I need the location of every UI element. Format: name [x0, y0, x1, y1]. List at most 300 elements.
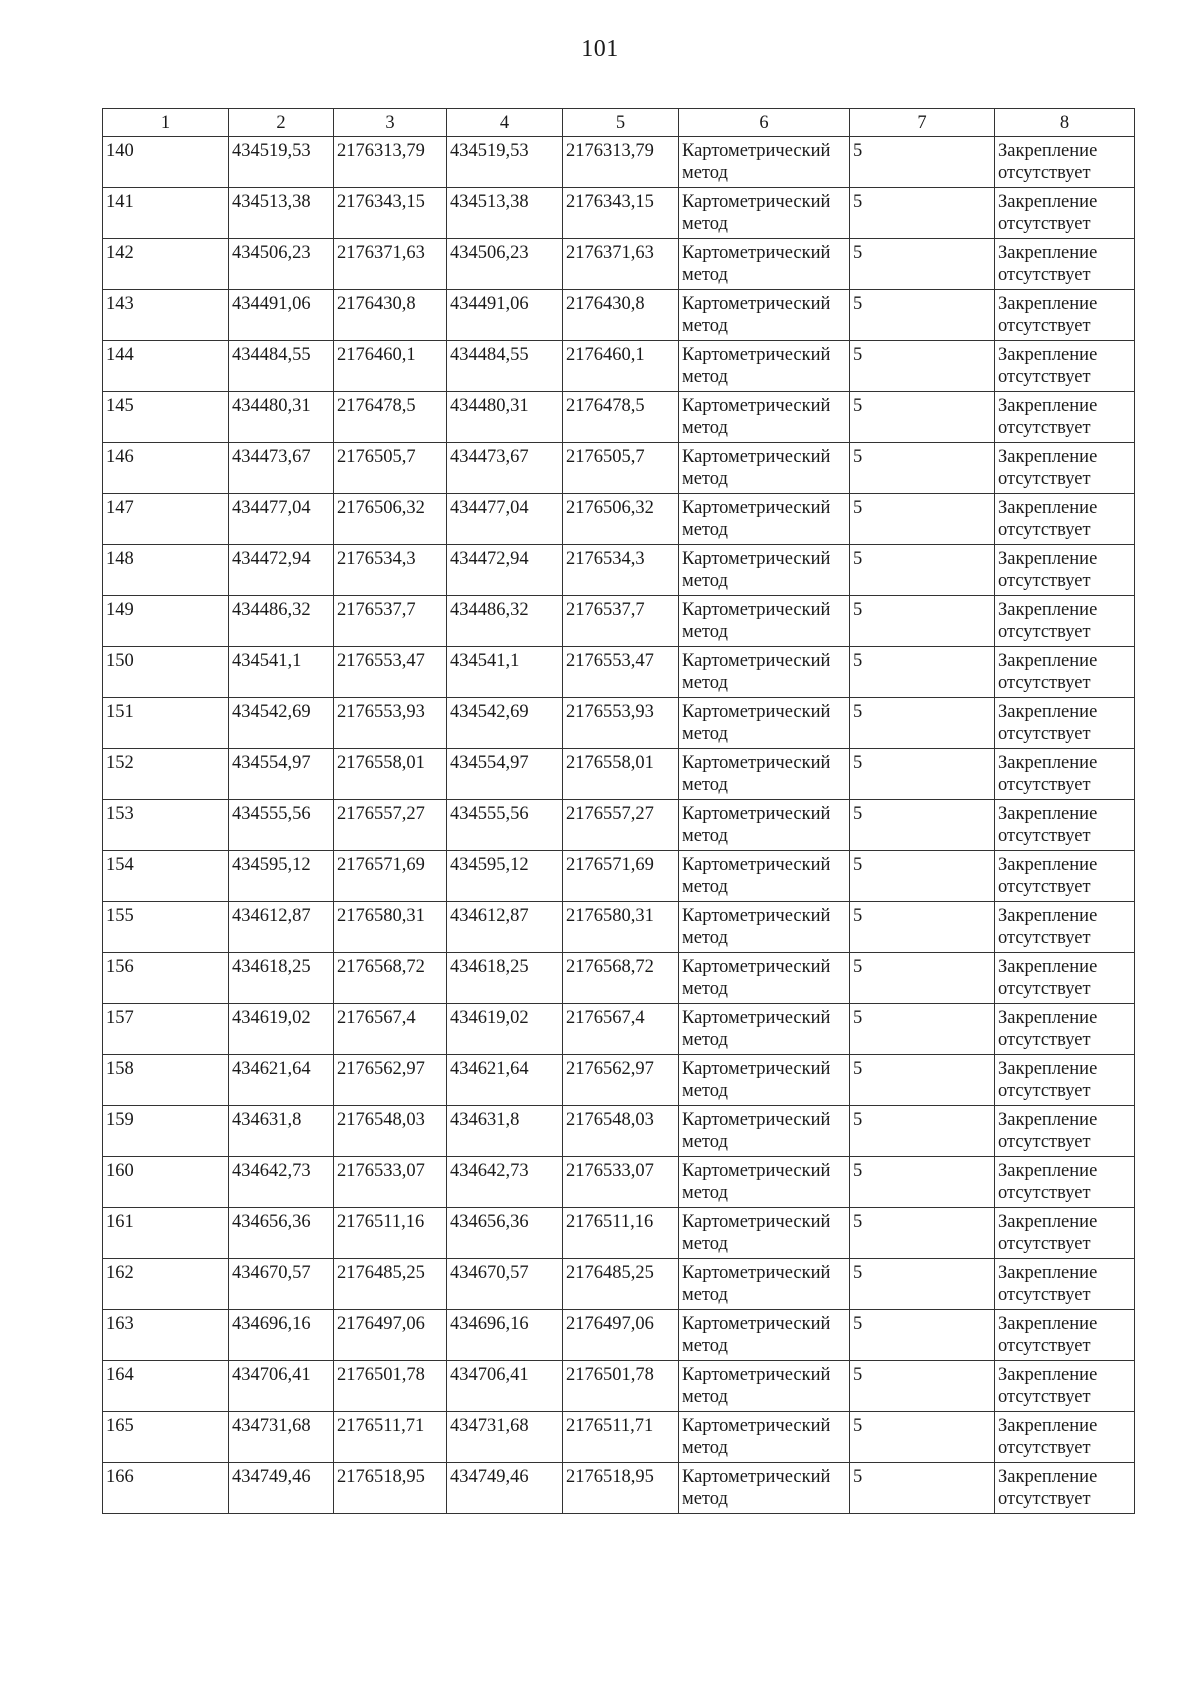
fixation-cell	[995, 800, 1135, 851]
x-coordinate-repeat-cell: 434618,25	[447, 953, 563, 1004]
table-row	[103, 494, 1135, 545]
x-coordinate-repeat-cell: 434621,64	[447, 1055, 563, 1106]
method-line-1: Картометрический	[682, 702, 831, 722]
point-number-cell: 150	[103, 647, 229, 698]
fixation-line-2: отсутствует	[998, 826, 1091, 846]
header-row	[103, 109, 1135, 137]
y-coordinate-repeat-cell: 2176343,15	[563, 188, 679, 239]
method-line-2: метод	[682, 265, 728, 285]
x-coordinate-cell: 434473,67	[229, 443, 334, 494]
x-coordinate-cell: 434619,02	[229, 1004, 334, 1055]
y-coordinate-repeat-cell: 2176562,97	[563, 1055, 679, 1106]
fixation-cell	[995, 851, 1135, 902]
method-line-1: Картометрический	[682, 600, 831, 620]
column-header-3: 3	[334, 109, 447, 137]
method-line-1: Картометрический	[682, 1008, 831, 1028]
method-line-1: Картометрический	[682, 1059, 831, 1079]
point-number-cell: 166	[103, 1463, 229, 1514]
y-coordinate-cell: 2176567,4	[334, 1004, 447, 1055]
point-number-cell: 144	[103, 341, 229, 392]
y-coordinate-repeat-cell: 2176371,63	[563, 239, 679, 290]
accuracy-cell: 5	[850, 545, 995, 596]
accuracy-cell: 5	[850, 341, 995, 392]
column-header-7: 7	[850, 109, 995, 137]
y-coordinate-repeat-cell: 2176567,4	[563, 1004, 679, 1055]
fixation-cell	[995, 1361, 1135, 1412]
fixation-line-1: Закрепление	[998, 1314, 1098, 1334]
fixation-line-2: отсутствует	[998, 265, 1091, 285]
y-coordinate-cell: 2176518,95	[334, 1463, 447, 1514]
method-cell	[679, 392, 850, 443]
x-coordinate-repeat-cell: 434477,04	[447, 494, 563, 545]
point-number-cell: 148	[103, 545, 229, 596]
column-header-6: 6	[679, 109, 850, 137]
fixation-line-1: Закрепление	[998, 855, 1098, 875]
fixation-line-2: отсутствует	[998, 1081, 1091, 1101]
y-coordinate-repeat-cell: 2176313,79	[563, 137, 679, 188]
method-line-1: Картометрический	[682, 345, 831, 365]
point-number-cell: 158	[103, 1055, 229, 1106]
method-cell	[679, 341, 850, 392]
table-row	[103, 392, 1135, 443]
method-line-2: метод	[682, 520, 728, 540]
fixation-line-1: Закрепление	[998, 141, 1098, 161]
method-line-2: метод	[682, 826, 728, 846]
method-line-1: Картометрический	[682, 1212, 831, 1232]
fixation-cell	[995, 953, 1135, 1004]
point-number-cell: 142	[103, 239, 229, 290]
method-line-2: метод	[682, 1336, 728, 1356]
y-coordinate-repeat-cell: 2176533,07	[563, 1157, 679, 1208]
x-coordinate-repeat-cell: 434541,1	[447, 647, 563, 698]
table-body	[103, 137, 1135, 1514]
x-coordinate-cell: 434631,8	[229, 1106, 334, 1157]
method-line-1: Картометрический	[682, 1263, 831, 1283]
x-coordinate-repeat-cell: 434506,23	[447, 239, 563, 290]
fixation-line-1: Закрепление	[998, 243, 1098, 263]
method-line-1: Картометрический	[682, 192, 831, 212]
table-header	[103, 109, 1135, 137]
x-coordinate-cell: 434642,73	[229, 1157, 334, 1208]
y-coordinate-repeat-cell: 2176571,69	[563, 851, 679, 902]
x-coordinate-repeat-cell: 434472,94	[447, 545, 563, 596]
table-row	[103, 1310, 1135, 1361]
accuracy-cell: 5	[850, 596, 995, 647]
method-line-2: метод	[682, 622, 728, 642]
fixation-line-1: Закрепление	[998, 651, 1098, 671]
x-coordinate-repeat-cell: 434631,8	[447, 1106, 563, 1157]
y-coordinate-cell: 2176548,03	[334, 1106, 447, 1157]
fixation-cell	[995, 1412, 1135, 1463]
method-cell	[679, 137, 850, 188]
method-line-2: метод	[682, 1081, 728, 1101]
method-line-2: метод	[682, 1489, 728, 1509]
fixation-line-1: Закрепление	[998, 957, 1098, 977]
fixation-line-2: отсутствует	[998, 1285, 1091, 1305]
point-number-cell: 161	[103, 1208, 229, 1259]
fixation-line-1: Закрепление	[998, 447, 1098, 467]
point-number-cell: 153	[103, 800, 229, 851]
y-coordinate-cell: 2176430,8	[334, 290, 447, 341]
x-coordinate-cell: 434656,36	[229, 1208, 334, 1259]
fixation-line-1: Закрепление	[998, 1008, 1098, 1028]
fixation-cell	[995, 1310, 1135, 1361]
method-cell	[679, 188, 850, 239]
y-coordinate-repeat-cell: 2176537,7	[563, 596, 679, 647]
fixation-line-1: Закрепление	[998, 345, 1098, 365]
point-number-cell: 151	[103, 698, 229, 749]
method-line-2: метод	[682, 316, 728, 336]
point-number-cell: 156	[103, 953, 229, 1004]
method-line-2: метод	[682, 928, 728, 948]
method-cell	[679, 800, 850, 851]
method-cell	[679, 596, 850, 647]
fixation-cell	[995, 188, 1135, 239]
y-coordinate-repeat-cell: 2176506,32	[563, 494, 679, 545]
fixation-line-1: Закрепление	[998, 1161, 1098, 1181]
point-number-cell: 145	[103, 392, 229, 443]
point-number-cell: 162	[103, 1259, 229, 1310]
x-coordinate-repeat-cell: 434519,53	[447, 137, 563, 188]
point-number-cell: 154	[103, 851, 229, 902]
method-line-2: метод	[682, 673, 728, 693]
accuracy-cell: 5	[850, 1259, 995, 1310]
column-header-1: 1	[103, 109, 229, 137]
x-coordinate-cell: 434486,32	[229, 596, 334, 647]
table-row	[103, 1055, 1135, 1106]
table-row	[103, 443, 1135, 494]
x-coordinate-repeat-cell: 434696,16	[447, 1310, 563, 1361]
y-coordinate-cell: 2176501,78	[334, 1361, 447, 1412]
accuracy-cell: 5	[850, 647, 995, 698]
fixation-line-1: Закрепление	[998, 549, 1098, 569]
method-cell	[679, 1259, 850, 1310]
y-coordinate-repeat-cell: 2176580,31	[563, 902, 679, 953]
fixation-cell	[995, 494, 1135, 545]
fixation-line-2: отсутствует	[998, 928, 1091, 948]
method-line-1: Картометрический	[682, 1467, 831, 1487]
accuracy-cell: 5	[850, 188, 995, 239]
y-coordinate-repeat-cell: 2176497,06	[563, 1310, 679, 1361]
fixation-line-2: отсутствует	[998, 367, 1091, 387]
point-number-cell: 160	[103, 1157, 229, 1208]
y-coordinate-repeat-cell: 2176518,95	[563, 1463, 679, 1514]
x-coordinate-cell: 434618,25	[229, 953, 334, 1004]
y-coordinate-cell: 2176562,97	[334, 1055, 447, 1106]
method-line-1: Картометрический	[682, 498, 831, 518]
table-row	[103, 290, 1135, 341]
method-line-2: метод	[682, 1030, 728, 1050]
x-coordinate-repeat-cell: 434554,97	[447, 749, 563, 800]
method-line-2: метод	[682, 163, 728, 183]
accuracy-cell: 5	[850, 1208, 995, 1259]
table-row	[103, 1412, 1135, 1463]
method-line-1: Картометрический	[682, 396, 831, 416]
fixation-line-2: отсутствует	[998, 163, 1091, 183]
accuracy-cell: 5	[850, 1055, 995, 1106]
method-line-1: Картометрический	[682, 1416, 831, 1436]
y-coordinate-repeat-cell: 2176485,25	[563, 1259, 679, 1310]
fixation-cell	[995, 902, 1135, 953]
method-line-2: метод	[682, 1183, 728, 1203]
table-row	[103, 851, 1135, 902]
fixation-line-1: Закрепление	[998, 294, 1098, 314]
method-line-2: метод	[682, 214, 728, 234]
fixation-line-2: отсутствует	[998, 316, 1091, 336]
point-number-cell: 146	[103, 443, 229, 494]
accuracy-cell: 5	[850, 1157, 995, 1208]
y-coordinate-cell: 2176558,01	[334, 749, 447, 800]
accuracy-cell: 5	[850, 443, 995, 494]
fixation-line-1: Закрепление	[998, 753, 1098, 773]
x-coordinate-repeat-cell: 434595,12	[447, 851, 563, 902]
fixation-line-2: отсутствует	[998, 979, 1091, 999]
point-number-cell: 141	[103, 188, 229, 239]
fixation-line-2: отсутствует	[998, 622, 1091, 642]
y-coordinate-repeat-cell: 2176557,27	[563, 800, 679, 851]
page-number: 101	[581, 36, 619, 62]
table-row	[103, 953, 1135, 1004]
y-coordinate-repeat-cell: 2176501,78	[563, 1361, 679, 1412]
fixation-line-1: Закрепление	[998, 1212, 1098, 1232]
x-coordinate-repeat-cell: 434542,69	[447, 698, 563, 749]
method-line-2: метод	[682, 1438, 728, 1458]
method-line-1: Картометрический	[682, 549, 831, 569]
y-coordinate-cell: 2176533,07	[334, 1157, 447, 1208]
method-line-1: Картометрический	[682, 957, 831, 977]
fixation-line-1: Закрепление	[998, 702, 1098, 722]
fixation-cell	[995, 290, 1135, 341]
table-row	[103, 902, 1135, 953]
x-coordinate-cell: 434621,64	[229, 1055, 334, 1106]
method-line-1: Картометрический	[682, 855, 831, 875]
accuracy-cell: 5	[850, 392, 995, 443]
y-coordinate-repeat-cell: 2176511,71	[563, 1412, 679, 1463]
point-number-cell: 159	[103, 1106, 229, 1157]
column-header-4: 4	[447, 109, 563, 137]
fixation-line-2: отсутствует	[998, 469, 1091, 489]
fixation-line-1: Закрепление	[998, 906, 1098, 926]
x-coordinate-cell: 434519,53	[229, 137, 334, 188]
x-coordinate-repeat-cell: 434670,57	[447, 1259, 563, 1310]
method-line-1: Картометрический	[682, 1110, 831, 1130]
method-line-2: метод	[682, 1285, 728, 1305]
x-coordinate-cell: 434484,55	[229, 341, 334, 392]
method-line-2: метод	[682, 877, 728, 897]
accuracy-cell: 5	[850, 137, 995, 188]
fixation-line-2: отсутствует	[998, 724, 1091, 744]
fixation-cell	[995, 392, 1135, 443]
x-coordinate-cell: 434480,31	[229, 392, 334, 443]
method-line-1: Картометрический	[682, 141, 831, 161]
fixation-line-2: отсутствует	[998, 1132, 1091, 1152]
fixation-cell	[995, 749, 1135, 800]
point-number-cell: 147	[103, 494, 229, 545]
table-row	[103, 698, 1135, 749]
x-coordinate-cell: 434542,69	[229, 698, 334, 749]
method-cell	[679, 851, 850, 902]
column-header-2: 2	[229, 109, 334, 137]
table-row	[103, 1004, 1135, 1055]
x-coordinate-repeat-cell: 434612,87	[447, 902, 563, 953]
y-coordinate-cell: 2176460,1	[334, 341, 447, 392]
y-coordinate-repeat-cell: 2176553,47	[563, 647, 679, 698]
method-line-2: метод	[682, 775, 728, 795]
method-cell	[679, 239, 850, 290]
table-row	[103, 239, 1135, 290]
accuracy-cell: 5	[850, 953, 995, 1004]
fixation-line-2: отсутствует	[998, 520, 1091, 540]
table-row	[103, 1259, 1135, 1310]
fixation-line-1: Закрепление	[998, 498, 1098, 518]
table-row	[103, 1463, 1135, 1514]
table-row	[103, 188, 1135, 239]
fixation-line-2: отсутствует	[998, 571, 1091, 591]
fixation-cell	[995, 1157, 1135, 1208]
y-coordinate-cell: 2176478,5	[334, 392, 447, 443]
method-line-2: метод	[682, 418, 728, 438]
method-cell	[679, 1055, 850, 1106]
x-coordinate-repeat-cell: 434555,56	[447, 800, 563, 851]
method-cell	[679, 698, 850, 749]
method-cell	[679, 749, 850, 800]
x-coordinate-cell: 434749,46	[229, 1463, 334, 1514]
fixation-line-1: Закрепление	[998, 1263, 1098, 1283]
method-cell	[679, 443, 850, 494]
fixation-line-2: отсутствует	[998, 673, 1091, 693]
accuracy-cell: 5	[850, 1412, 995, 1463]
method-cell	[679, 1361, 850, 1412]
fixation-line-2: отсутствует	[998, 214, 1091, 234]
table-row	[103, 1361, 1135, 1412]
table-row	[103, 800, 1135, 851]
fixation-cell	[995, 1004, 1135, 1055]
y-coordinate-cell: 2176534,3	[334, 545, 447, 596]
accuracy-cell: 5	[850, 698, 995, 749]
y-coordinate-cell: 2176553,93	[334, 698, 447, 749]
fixation-line-2: отсутствует	[998, 1387, 1091, 1407]
x-coordinate-cell: 434555,56	[229, 800, 334, 851]
y-coordinate-cell: 2176511,16	[334, 1208, 447, 1259]
fixation-cell	[995, 1106, 1135, 1157]
method-line-1: Картометрический	[682, 447, 831, 467]
method-line-1: Картометрический	[682, 651, 831, 671]
method-line-2: метод	[682, 367, 728, 387]
x-coordinate-repeat-cell: 434731,68	[447, 1412, 563, 1463]
table-row	[103, 647, 1135, 698]
x-coordinate-repeat-cell: 434656,36	[447, 1208, 563, 1259]
fixation-cell	[995, 698, 1135, 749]
method-line-2: метод	[682, 1387, 728, 1407]
y-coordinate-repeat-cell: 2176460,1	[563, 341, 679, 392]
x-coordinate-repeat-cell: 434749,46	[447, 1463, 563, 1514]
fixation-cell	[995, 341, 1135, 392]
fixation-line-2: отсутствует	[998, 1489, 1091, 1509]
table-row	[103, 341, 1135, 392]
y-coordinate-repeat-cell: 2176534,3	[563, 545, 679, 596]
x-coordinate-cell: 434491,06	[229, 290, 334, 341]
method-cell	[679, 1106, 850, 1157]
y-coordinate-repeat-cell: 2176478,5	[563, 392, 679, 443]
fixation-line-2: отсутствует	[998, 418, 1091, 438]
y-coordinate-repeat-cell: 2176568,72	[563, 953, 679, 1004]
method-cell	[679, 1412, 850, 1463]
accuracy-cell: 5	[850, 749, 995, 800]
method-line-1: Картометрический	[682, 906, 831, 926]
fixation-cell	[995, 443, 1135, 494]
fixation-cell	[995, 1259, 1135, 1310]
y-coordinate-cell: 2176511,71	[334, 1412, 447, 1463]
method-line-1: Картометрический	[682, 1314, 831, 1334]
table-row	[103, 545, 1135, 596]
accuracy-cell: 5	[850, 494, 995, 545]
method-line-1: Картометрический	[682, 1365, 831, 1385]
method-line-1: Картометрический	[682, 753, 831, 773]
x-coordinate-cell: 434541,1	[229, 647, 334, 698]
fixation-line-2: отсутствует	[998, 1438, 1091, 1458]
method-cell	[679, 1004, 850, 1055]
method-line-2: метод	[682, 979, 728, 999]
x-coordinate-cell: 434696,16	[229, 1310, 334, 1361]
method-line-2: метод	[682, 571, 728, 591]
y-coordinate-repeat-cell: 2176511,16	[563, 1208, 679, 1259]
fixation-line-2: отсутствует	[998, 1336, 1091, 1356]
fixation-line-1: Закрепление	[998, 804, 1098, 824]
y-coordinate-cell: 2176580,31	[334, 902, 447, 953]
y-coordinate-cell: 2176537,7	[334, 596, 447, 647]
fixation-cell	[995, 647, 1135, 698]
method-line-1: Картометрический	[682, 294, 831, 314]
accuracy-cell: 5	[850, 1361, 995, 1412]
method-cell	[679, 1208, 850, 1259]
point-number-cell: 152	[103, 749, 229, 800]
method-cell	[679, 494, 850, 545]
column-header-5: 5	[563, 109, 679, 137]
fixation-line-1: Закрепление	[998, 1365, 1098, 1385]
fixation-line-2: отсутствует	[998, 1234, 1091, 1254]
method-line-2: метод	[682, 1132, 728, 1152]
x-coordinate-repeat-cell: 434513,38	[447, 188, 563, 239]
table-row	[103, 749, 1135, 800]
x-coordinate-cell: 434554,97	[229, 749, 334, 800]
accuracy-cell: 5	[850, 1106, 995, 1157]
y-coordinate-repeat-cell: 2176430,8	[563, 290, 679, 341]
y-coordinate-cell: 2176506,32	[334, 494, 447, 545]
y-coordinate-cell: 2176371,63	[334, 239, 447, 290]
fixation-line-1: Закрепление	[998, 600, 1098, 620]
accuracy-cell: 5	[850, 902, 995, 953]
column-header-8: 8	[995, 109, 1135, 137]
y-coordinate-cell: 2176485,25	[334, 1259, 447, 1310]
fixation-cell	[995, 596, 1135, 647]
point-number-cell: 157	[103, 1004, 229, 1055]
y-coordinate-cell: 2176505,7	[334, 443, 447, 494]
x-coordinate-repeat-cell: 434486,32	[447, 596, 563, 647]
accuracy-cell: 5	[850, 851, 995, 902]
fixation-cell	[995, 1463, 1135, 1514]
fixation-line-2: отсутствует	[998, 775, 1091, 795]
x-coordinate-repeat-cell: 434706,41	[447, 1361, 563, 1412]
x-coordinate-cell: 434731,68	[229, 1412, 334, 1463]
fixation-cell	[995, 545, 1135, 596]
x-coordinate-cell: 434595,12	[229, 851, 334, 902]
x-coordinate-cell: 434472,94	[229, 545, 334, 596]
fixation-line-2: отсутствует	[998, 1030, 1091, 1050]
accuracy-cell: 5	[850, 1463, 995, 1514]
method-cell	[679, 1463, 850, 1514]
method-line-1: Картометрический	[682, 804, 831, 824]
fixation-line-1: Закрепление	[998, 396, 1098, 416]
